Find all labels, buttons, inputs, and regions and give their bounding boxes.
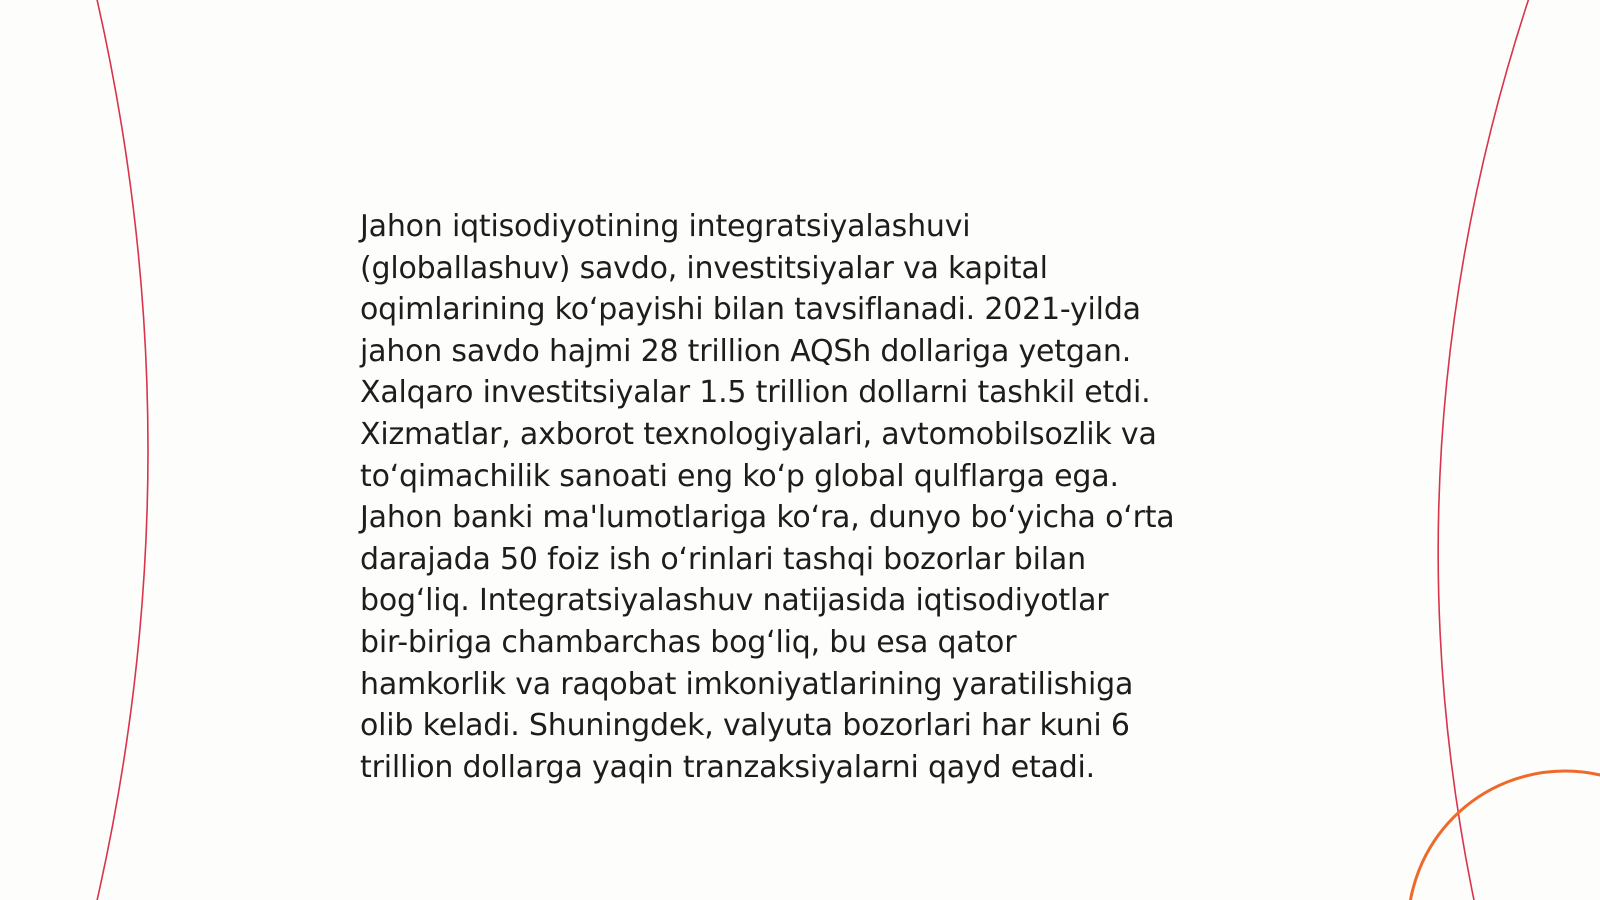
orange-arc <box>1408 771 1600 900</box>
body-paragraph <box>360 206 1260 788</box>
paragraph-line: darajada 50 foiz ish oʻrinlari tashqi bozorlar bilan <box>360 541 1086 577</box>
paragraph-line: Jahon iqtisodiyotining integratsiyalashuvi <box>360 209 971 244</box>
paragraph-line: trillion dollarga yaqin tranzaksiyalarni qayd etadi. <box>360 749 1096 785</box>
paragraph-line: Jahon banki ma'lumotlariga koʻra, dunyo boʻyicha oʻrta <box>360 500 1175 536</box>
paragraph-line: (globallashuv) savdo, investitsiyalar va kapital <box>360 250 1048 286</box>
paragraph-line: jahon savdo hajmi 28 trillion AQSh dollariga yetgan. <box>360 333 1132 369</box>
paragraph-line: toʻqimachilik sanoati eng koʻp global qulflarga ega. <box>360 458 1119 494</box>
paragraph-line: bogʻliq. Integratsiyalashuv natijasida iqtisodiyotlar <box>360 583 1109 619</box>
right-curve <box>1438 0 1530 900</box>
paragraph-line: hamkorlik va raqobat imkoniyatlarining yaratilishiga <box>360 666 1134 702</box>
left-curve <box>96 0 148 900</box>
paragraph-line: bir-biriga chambarchas bogʻliq, bu esa qator <box>360 624 1017 660</box>
paragraph-line: Xizmatlar, axborot texnologiyalari, avtomobilsozlik va <box>360 416 1157 452</box>
paragraph-line: Xalqaro investitsiyalar 1.5 trillion dollarni tashkil etdi. <box>360 375 1151 411</box>
paragraph-line: olib keladi. Shuningdek, valyuta bozorlari har kuni 6 <box>360 708 1130 744</box>
paragraph-line: oqimlarining koʻpayishi bilan tavsiflanadi. 2021-yilda <box>360 292 1141 328</box>
